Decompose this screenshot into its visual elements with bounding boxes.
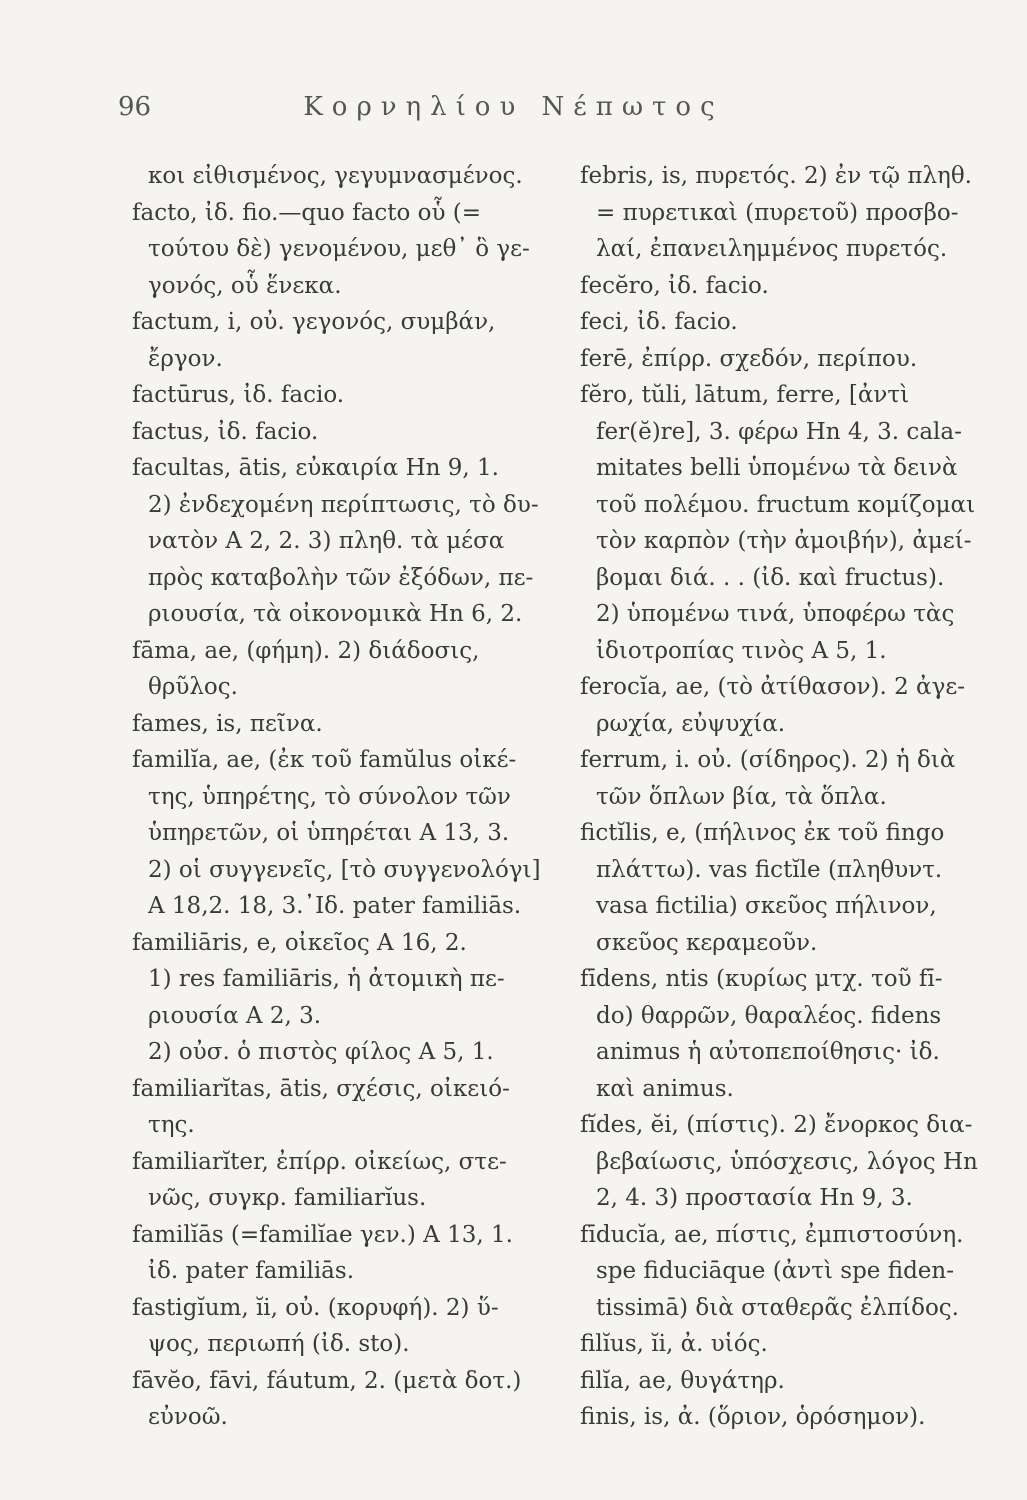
page-number: 96 <box>118 92 152 122</box>
text-line: της. <box>148 1112 195 1138</box>
text-line: familiarĭter, ἐπίρρ. οἰκείως, στε- <box>132 1148 507 1175</box>
text-line: ferē, ἐπίρρ. σχεδόν, περίπου. <box>580 345 918 372</box>
text-line: ἰδ. pater familiās. <box>148 1258 355 1284</box>
text-line: = πυρετικαὶ (πυρετοῦ) προσβο- <box>596 199 959 226</box>
text-line: ὑπηρετῶν, οἱ ὑπηρέται A 13, 3. <box>148 820 510 846</box>
text-line: fictĭlis, e, (πήλινος ἐκ τοῦ fingo <box>580 820 945 846</box>
text-line: νατὸν A 2, 2. 3) πληθ. τὰ μέσα <box>148 528 505 554</box>
text-line: fĕro, tŭli, lātum, ferre, [ἀντὶ <box>580 382 910 408</box>
text-line: ριουσία A 2, 3. <box>148 1002 322 1029</box>
text-line: 2) οἱ συγγενεῖς, [τὸ συγγενολόγι] <box>148 856 541 883</box>
text-line: 2, 4. 3) προστασία Hn 9, 3. <box>596 1185 913 1211</box>
text-line: familiarĭtas, ātis, σχέσις, οἰκειό- <box>132 1075 510 1102</box>
text-line: 2) οὐσ. ὁ πιστὸς φίλος A 5, 1. <box>148 1039 494 1065</box>
text-line: ἔργον. <box>148 345 223 372</box>
text-line: γονός, οὗ ἕνεκα. <box>148 272 342 299</box>
text-line: facultas, ātis, εὐκαιρία Hn 9, 1. <box>132 455 499 481</box>
text-line: τῶν ὅπλων βία, τὰ ὅπλα. <box>596 783 887 810</box>
text-line: mitates belli ὑπομένω τὰ δεινὰ <box>596 455 958 481</box>
text-line: 2) ἐνδεχομένη περίπτωσις, τὸ δυ- <box>148 491 539 518</box>
text-line: feci, ἰδ. facio. <box>580 309 738 335</box>
text-line: καὶ animus. <box>596 1075 734 1102</box>
text-line: fastigĭum, ĭi, οὐ. (κορυφή). 2) ὕ- <box>132 1294 499 1321</box>
text-line: λαί, ἐπανειλημμένος πυρετός. <box>596 236 948 262</box>
text-line: filĭa, ae, θυγάτηρ. <box>580 1367 785 1394</box>
right-column <box>580 158 1000 1436</box>
text-line: fīducĭa, ae, πίστις, ἐμπιστοσύνη. <box>580 1221 964 1248</box>
text-line: 1) res familiāris, ἡ ἀτομικὴ πε- <box>148 966 505 992</box>
text-line: πρὸς καταβολὴν τῶν ἐξόδων, πε- <box>148 564 534 591</box>
text-line: 2) ὑπομένω τινά, ὑποφέρω τὰς <box>596 601 955 627</box>
text-line: τούτου δὲ) γενομένου, μεθ᾽ ὃ γε- <box>148 236 530 262</box>
text-line: πλάττω). vas fictĭle (πληθυντ. <box>596 856 943 883</box>
text-line: familĭa, ae, (ἐκ τοῦ famŭlus οἰκέ- <box>132 747 517 773</box>
text-line: σκεῦος κεραμεοῦν. <box>596 929 818 956</box>
text-line: familiāris, e, οἰκεῖος A 16, 2. <box>132 929 467 956</box>
text-line: τοῦ πολέμου. fructum κομίζομαι <box>596 491 976 518</box>
text-line: filĭus, ĭi, ἀ. υἱός. <box>580 1331 768 1357</box>
text-line: fĭdes, ĕi, (πίστις). 2) ἔνορκος δια- <box>580 1112 973 1138</box>
text-line: fames, is, πεῖνα. <box>132 710 323 737</box>
text-line: ἰδιοτροπίας τινὸς A 5, 1. <box>596 637 887 664</box>
text-line: ferocĭa, ae, (τὸ ἀτίθασον). 2 ἀγε- <box>580 674 966 700</box>
text-line: do) θαρρῶν, θαραλέος. fidens <box>596 1002 942 1029</box>
text-line: facto, ἰδ. fio.—quo facto οὗ (= <box>132 199 481 226</box>
text-line: animus ἡ αὐτοπεποίθησις· ἰδ. <box>596 1039 940 1065</box>
text-line: factūrus, ἰδ. facio. <box>132 382 345 408</box>
text-line: ferrum, i. οὐ. (σίδηρος). 2) ἡ διὰ <box>580 747 956 773</box>
text-line: fāma, ae, (φήμη). 2) διάδοσις, <box>132 637 480 664</box>
text-line: familĭās (=familĭae γεν.) A 13, 1. <box>132 1221 513 1248</box>
text-line: βομαι διά. . . (ἰδ. καὶ fructus). <box>596 564 945 591</box>
text-line: νῶς, συγκρ. familiarĭus. <box>148 1185 427 1211</box>
text-line: factum, i, οὐ. γεγονός, συμβάν, <box>132 309 496 335</box>
text-line: βεβαίωσις, ὑπόσχεσις, λόγος Hn <box>596 1148 978 1175</box>
text-line: θρῦλος. <box>148 674 238 700</box>
text-line: tissimā) διὰ σταθερᾶς ἐλπίδος. <box>596 1294 959 1321</box>
text-line: febris, is, πυρετός. 2) ἐν τῷ πληθ. <box>580 163 972 189</box>
text-line: εὐνοῶ. <box>148 1404 228 1430</box>
text-line: A 18,2. 18, 3.᾽Ιδ. pater familiās. <box>148 893 522 919</box>
text-line: κοι εἰθισμένος, γεγυμνασμένος. <box>148 163 523 189</box>
text-line: factus, ἰδ. facio. <box>132 418 319 445</box>
left-column <box>132 158 552 1436</box>
text-line: της, ὑπηρέτης, τὸ σύνολον τῶν <box>148 783 511 810</box>
text-line: ρωχία, εὐψυχία. <box>596 710 786 737</box>
text-line: fīdens, ntis (κυρίως μτχ. τοῦ fī- <box>580 966 943 992</box>
text-line: fāvĕo, fāvi, fáutum, 2. (μετὰ δοτ.) <box>132 1367 522 1394</box>
text-line: spe fiduciāque (ἀντὶ spe fiden- <box>596 1258 954 1284</box>
text-line: vasa fictilia) σκεῦος πήλινον, <box>596 893 937 919</box>
text-line: fecĕro, ἰδ. facio. <box>580 272 769 299</box>
text-line: finis, is, ἀ. (ὅριον, ὁρόσημον). <box>580 1404 926 1430</box>
text-line: fer(ĕ)re], 3. φέρω Hn 4, 3. cala- <box>596 418 962 445</box>
text-line: τὸν καρπὸν (τὴν ἀμοιβήν), ἀμεί- <box>596 528 972 554</box>
text-line: ψος, περιωπή (ἰδ. sto). <box>148 1331 410 1357</box>
running-title: Κορνηλίου Νέπωτος <box>303 92 724 122</box>
text-line: ριουσία, τὰ οἰκονομικὰ Hn 6, 2. <box>148 601 523 627</box>
